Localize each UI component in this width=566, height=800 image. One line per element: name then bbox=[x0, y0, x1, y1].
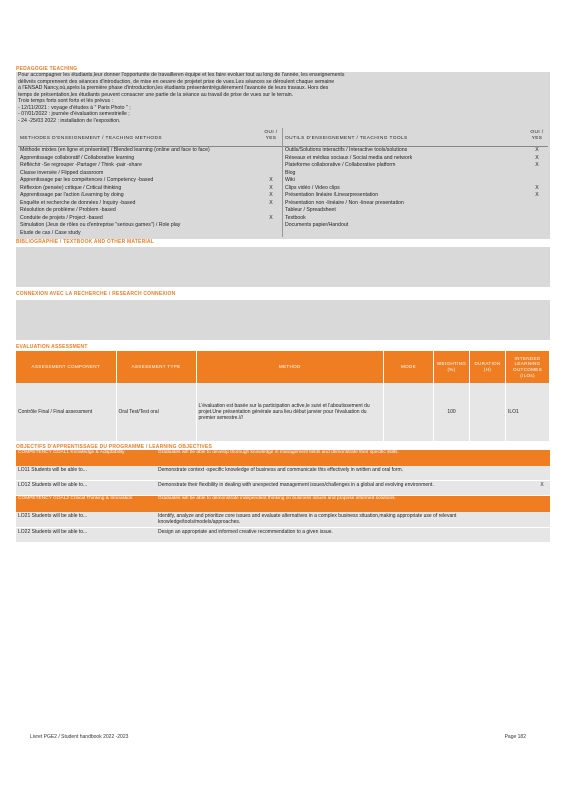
goal-text: Graduates will be able to demonstrate independent thinking on business issues and propose informed solutions. bbox=[158, 496, 396, 502]
pedagogie-line: temps de présentation,les étudiants peuvent consacrer une partie de la séance au travail de prise de vues sur le terrain. bbox=[18, 91, 294, 98]
method-label: Simulation (Jeux de rôles ou d'entreprise "serious games") / Role play bbox=[20, 222, 181, 229]
lo-text: Identify, analyze and prioritize core issues and evaluate alternatives in a complex business situation,making appropriate use of relevant knowledge/tools/models/approaches. bbox=[158, 513, 457, 526]
col-type: ASSESSMENT TYPE bbox=[116, 351, 196, 383]
method-row bbox=[18, 162, 282, 170]
pedagogie-title: PEDAGOGIE TEACHING bbox=[16, 66, 78, 72]
method-mark bbox=[262, 162, 280, 170]
method-row bbox=[18, 147, 282, 155]
methods-header-label: METHODES D'ENSEIGNEMENT / TEACHING METHODS bbox=[20, 136, 163, 142]
col-component: ASSESSMENT COMPONENT bbox=[16, 351, 116, 383]
goal-label: COMPETENCY GOAL2 Critical Thinking & Innovation bbox=[18, 496, 133, 502]
method-mark bbox=[262, 207, 280, 215]
lo-mark bbox=[536, 513, 548, 526]
tool-row bbox=[283, 200, 548, 208]
method-label: Apprentissage par l'action /Learning by doing bbox=[20, 192, 124, 199]
tool-label: Wiki bbox=[285, 177, 295, 184]
method-row bbox=[18, 170, 282, 178]
pedagogie-line: Trois temps forts sont forts et lés prévus : bbox=[18, 98, 113, 105]
method-row bbox=[18, 192, 282, 200]
tool-label: Documents papier/Handout bbox=[285, 222, 349, 229]
pedagogie-line: délivrés comprennent des séances d'introduction, de mise en oeuvre de projetet prise de vues.Les séances se déroulent chaque semaine bbox=[18, 78, 335, 85]
method-label: Classe inversée / Flipped classroom bbox=[20, 169, 104, 176]
method-mark bbox=[262, 147, 280, 155]
method-mark bbox=[262, 222, 280, 230]
method-label: Résolution de problème / Problem -based bbox=[20, 207, 116, 214]
pedagogie-line: - 24 -25/03 2022 : installation de l'exposition. bbox=[18, 117, 121, 124]
col-mode: MODE bbox=[384, 351, 434, 383]
connexion-panel bbox=[16, 300, 550, 340]
methods-tools-table bbox=[18, 128, 548, 237]
learning-objective-row bbox=[16, 466, 550, 481]
method-row bbox=[18, 207, 282, 215]
pedagogie-line: - 07/01/2022 : journée d'évaluation semestrielle ; bbox=[18, 111, 130, 118]
col-duration: DURATION (H) bbox=[470, 351, 506, 383]
cell-mode bbox=[384, 383, 434, 441]
evaluation-title: EVALUATION ASSESSMENT bbox=[16, 343, 88, 350]
method-row bbox=[18, 185, 282, 193]
method-mark: X bbox=[269, 184, 273, 191]
tool-mark bbox=[528, 200, 546, 208]
goal-label: COMPETENCY GOAL1 Knowledge & Adaptability bbox=[18, 450, 125, 456]
tool-label: Présentation linéaire /Linearpresentation bbox=[285, 192, 379, 199]
tool-label: Outils/Solutions interactifs / Interactive tools/solutions bbox=[285, 147, 408, 154]
pedagogie-line: - 12/11/2021 : voyage d'études à " Paris Photo " ; bbox=[18, 104, 131, 111]
method-label: Apprentissage par les compétences / Competency -based bbox=[20, 177, 154, 184]
tools-column bbox=[283, 128, 548, 237]
cell-component: Contrôle Final / Final assessment bbox=[16, 383, 116, 441]
cell-outcomes: ILO1 bbox=[506, 383, 550, 441]
tool-label: Réseaux et médias sociaux / Social media and network bbox=[285, 154, 413, 161]
tool-row bbox=[283, 207, 548, 215]
tools-header-label: OUTILS D'ENSEIGNEMENT / TEACHING TOOLS bbox=[285, 136, 408, 142]
methods-yes-header: OUI / YES bbox=[264, 130, 278, 142]
learning-objective-row bbox=[16, 528, 550, 543]
method-label: Réflexion (pensée) critique / Critical thinking bbox=[20, 184, 122, 191]
tool-mark: X bbox=[535, 162, 539, 169]
tool-label: Plateforme collaborative / Collaborative platform bbox=[285, 162, 396, 169]
method-row bbox=[18, 222, 282, 230]
tool-label: Clips vidéo / Video clips bbox=[285, 184, 340, 191]
method-label: Enquête et recherche de données / Inquiry -based bbox=[20, 199, 136, 206]
footer-handbook-label: Livret PGE2 / Student handbook 2022 -2023 bbox=[30, 734, 129, 740]
tool-mark bbox=[528, 177, 546, 185]
tool-label: Tableur / Spreadsheet bbox=[285, 207, 336, 214]
lo-mark bbox=[536, 529, 548, 541]
method-label: Méthode mixtes (en ligne et présentiel) / Blended learning (online and face to face) bbox=[20, 147, 210, 154]
lo-text: Demonstrate context -specific knowledge of business and communicate this effectively in written and oral form. bbox=[158, 467, 404, 474]
col-weighting: WEIGHTING (%) bbox=[434, 351, 470, 383]
method-mark: X bbox=[269, 214, 273, 221]
method-label: Etude de cas / Case study bbox=[20, 229, 81, 236]
method-mark bbox=[262, 155, 280, 163]
method-mark bbox=[262, 230, 280, 238]
goal-text: Graduates will be able to develop thorough knowledge in management fields and demonstrate their specific skills. bbox=[158, 450, 399, 456]
tool-mark bbox=[528, 170, 546, 178]
tool-mark bbox=[528, 222, 546, 230]
tool-row bbox=[283, 222, 548, 230]
tool-label: Textbook bbox=[285, 214, 306, 221]
lo-mark bbox=[536, 467, 548, 479]
lo-mark: X bbox=[540, 482, 544, 489]
lo-code: LO12 Students will be able to... bbox=[18, 482, 88, 489]
methods-header bbox=[18, 128, 282, 147]
pedagogie-line: à l'ENSAD Nancy,où,après la première phase d'introduction,les étudiants présententrégulièrement l'avancée de leurs travaux. Hors des bbox=[18, 85, 329, 92]
page-footer bbox=[30, 734, 526, 740]
page-number: Page 182 bbox=[504, 734, 526, 740]
cell-duration bbox=[470, 383, 506, 441]
tool-label: Blog bbox=[285, 169, 296, 176]
col-method: METHOD bbox=[196, 351, 384, 383]
method-mark bbox=[262, 170, 280, 178]
tool-label: Présentation non -linéaire / Non -linear presentation bbox=[285, 199, 404, 206]
lo-code: LO11 Students will be able to... bbox=[18, 467, 87, 474]
methods-column bbox=[18, 128, 283, 237]
method-mark: X bbox=[269, 192, 273, 199]
tool-mark: X bbox=[535, 147, 539, 154]
tool-mark: X bbox=[535, 184, 539, 191]
pedagogie-panel bbox=[16, 72, 550, 239]
tool-row bbox=[283, 155, 548, 163]
tool-row bbox=[283, 185, 548, 193]
lo-text: Design an appropriate and informed creative recommendation to a given issue. bbox=[158, 528, 333, 535]
method-row bbox=[18, 215, 282, 223]
tool-row bbox=[283, 192, 548, 200]
tool-mark: X bbox=[535, 154, 539, 161]
competency-goal-2 bbox=[16, 496, 550, 512]
tool-mark bbox=[528, 215, 546, 223]
lo-code: LO21 Students will be able to... bbox=[18, 513, 88, 520]
learning-objective-row bbox=[16, 512, 550, 528]
method-mark: X bbox=[269, 199, 273, 206]
connexion-title: CONNEXION AVEC LA RECHERCHE / RESEARCH CONNEXION bbox=[16, 291, 176, 298]
col-outcomes: INTENDED LEARNING OUTCOMES (ILOs) bbox=[506, 351, 550, 383]
method-label: Apprentissage collaboratif / Collaborative learning bbox=[20, 154, 135, 161]
tools-header bbox=[283, 128, 548, 147]
method-row bbox=[18, 177, 282, 185]
cell-type: Oral Test/Test oral bbox=[116, 383, 196, 441]
method-label: Réfléchir -Se regrouper -Partager / Think -pair -share bbox=[20, 162, 142, 169]
page bbox=[16, 66, 550, 543]
evaluation-header-row bbox=[16, 351, 550, 383]
evaluation-table bbox=[16, 351, 550, 441]
cell-weighting: 100 bbox=[434, 383, 470, 441]
method-row bbox=[18, 155, 282, 163]
method-row bbox=[18, 230, 282, 238]
bibliographie-panel bbox=[16, 247, 550, 287]
method-mark: X bbox=[269, 177, 273, 184]
method-row bbox=[18, 200, 282, 208]
table-row bbox=[16, 383, 550, 441]
cell-method: L'évaluation est basée sur la participation active,le suivi et l'aboutissement du projet.Une présentation générale aura lieu début janvier pour l'évaluation du premier semestre./// bbox=[196, 383, 384, 441]
tool-row bbox=[283, 162, 548, 170]
tool-mark bbox=[528, 207, 546, 215]
competency-goal-1 bbox=[16, 450, 550, 466]
tools-yes-header: OUI / YES bbox=[530, 130, 544, 142]
pedagogie-line: Pour accompagner les étudiants,leur donner l'opportunite de travailleren équipe et les faire evoluer tout au long de l'année, les enseignements bbox=[18, 72, 345, 79]
lo-code: LO22 Students will be able to... bbox=[18, 528, 88, 535]
tool-row bbox=[283, 177, 548, 185]
learning-objective-row bbox=[16, 481, 550, 496]
lo-text: Demonstrate their flexibility in dealing with unexpected management issues/challenges in a global and evolving environment. bbox=[158, 482, 434, 489]
tool-row bbox=[283, 170, 548, 178]
method-label: Conduite de projets / Project -based bbox=[20, 214, 103, 221]
bibliographie-title: BIBLIOGRAPHIE / TEXTBOOK AND OTHER MATERIAL bbox=[16, 239, 155, 246]
tool-mark: X bbox=[535, 192, 539, 199]
objectives-title: OBJECTIFS D'APPRENTISSAGE DU PROGRAMME / LEARNING OBJECTIVES bbox=[16, 443, 212, 450]
tool-row bbox=[283, 147, 548, 155]
tool-row bbox=[283, 215, 548, 223]
